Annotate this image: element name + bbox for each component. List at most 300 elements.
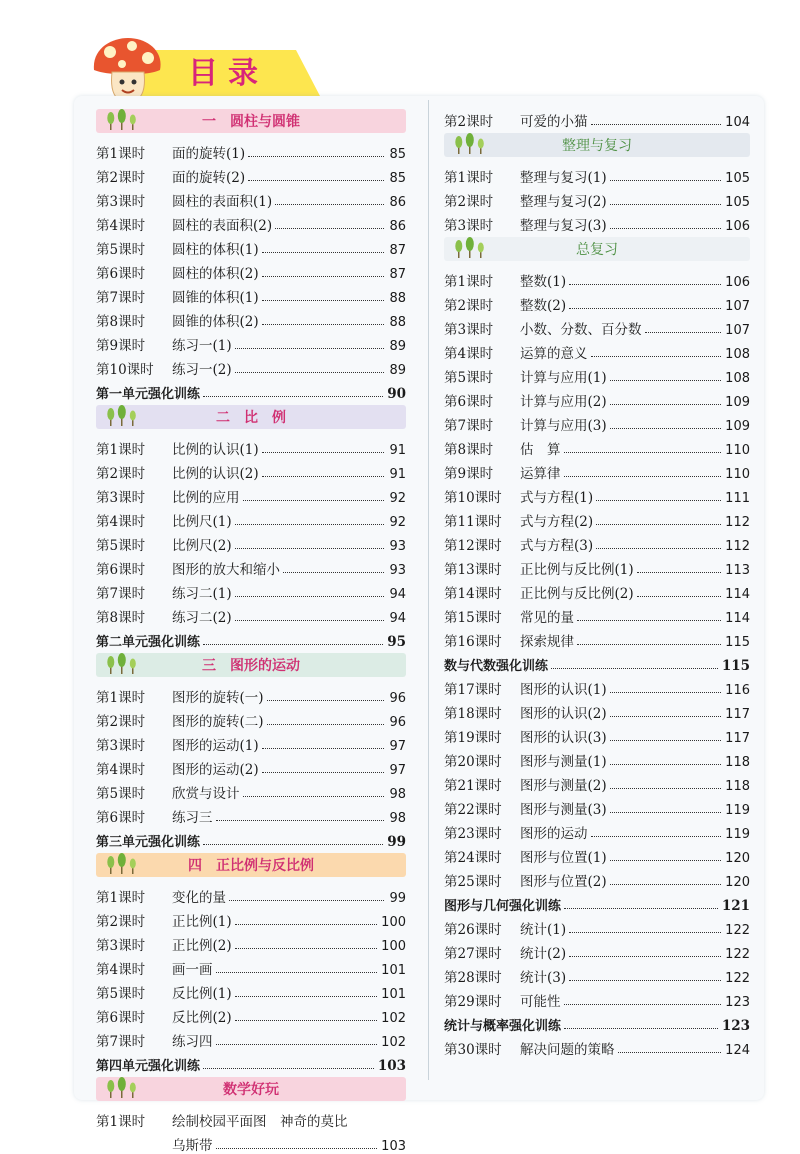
toc-entry[interactable]	[96, 506, 406, 530]
toc-entry[interactable]	[444, 554, 750, 578]
toc-entry[interactable]	[444, 674, 750, 698]
leader-dots	[610, 740, 722, 741]
lesson-title: 整理与复习(3)	[520, 218, 607, 234]
toc-review-entry[interactable]	[96, 626, 406, 650]
lesson-number: 第5课时	[96, 242, 146, 258]
leader-dots	[569, 284, 721, 285]
lesson-title: 圆柱的表面积(2)	[172, 218, 273, 234]
lesson-number: 第7课时	[444, 418, 494, 434]
lesson-number: 第20课时	[444, 754, 502, 770]
lesson-number: 第2课时	[444, 114, 494, 130]
lesson-number: 第29课时	[444, 994, 502, 1010]
leader-dots	[610, 692, 722, 693]
page-number: 96	[389, 715, 406, 730]
leader-dots	[551, 668, 718, 669]
toc-entry[interactable]	[96, 706, 406, 730]
lesson-title: 变化的量	[172, 890, 226, 906]
leader-dots	[216, 1148, 378, 1149]
leader-dots	[275, 204, 384, 205]
lesson-title: 可爱的小猫	[520, 114, 588, 130]
page-number: 122	[725, 971, 750, 986]
page-number: 106	[725, 219, 750, 234]
lesson-number: 第2课时	[96, 466, 146, 482]
unit-header	[96, 653, 406, 677]
toc-entry[interactable]	[96, 954, 406, 978]
toc-entry-continuation[interactable]	[96, 1130, 406, 1154]
page-number: 100	[381, 915, 406, 930]
lesson-number: 第7课时	[96, 586, 146, 602]
leader-dots	[610, 380, 722, 381]
unit-title: 数学好玩	[223, 1082, 279, 1098]
page-number: 97	[389, 763, 406, 778]
toc-entry[interactable]	[96, 602, 406, 626]
lesson-title: 统计(3)	[520, 970, 567, 986]
page-number: 87	[389, 243, 406, 258]
lesson-number: 第3课时	[96, 738, 146, 754]
page-number: 85	[389, 171, 406, 186]
page-number: 123	[725, 995, 750, 1010]
toc-right-column	[444, 106, 750, 1058]
toc-review-entry[interactable]	[444, 1010, 750, 1034]
page-number: 117	[725, 731, 750, 746]
toc-entry[interactable]	[444, 362, 750, 386]
review-title: 第四单元强化训练	[96, 1059, 201, 1074]
page-number: 110	[725, 467, 750, 482]
lesson-number: 第10课时	[444, 490, 502, 506]
lesson-title: 探索规律	[520, 634, 574, 650]
page-number: 96	[389, 691, 406, 706]
lesson-title: 练习一(2)	[172, 362, 232, 378]
page-number: 114	[725, 587, 750, 602]
toc-entry[interactable]	[96, 730, 406, 754]
leader-dots	[596, 524, 721, 525]
lesson-number: 第25课时	[444, 874, 502, 890]
unit-header	[96, 853, 406, 877]
lesson-title: 圆柱的体积(2)	[172, 266, 259, 282]
trees-icon	[452, 133, 490, 155]
toc-entry[interactable]	[96, 1002, 406, 1026]
toc-entry[interactable]	[444, 458, 750, 482]
leader-dots	[248, 156, 384, 157]
trees-icon	[104, 853, 142, 875]
lesson-number: 第27课时	[444, 946, 502, 962]
lesson-number: 第1课时	[96, 442, 146, 458]
page-number: 119	[725, 827, 750, 842]
lesson-title: 图形的旋转(二)	[172, 714, 264, 730]
unit-title: 四 正比例与反比例	[188, 858, 314, 874]
toc-entry[interactable]	[444, 914, 750, 938]
toc-entry[interactable]	[96, 482, 406, 506]
unit-header	[444, 237, 750, 261]
leader-dots	[577, 620, 721, 621]
leader-dots	[569, 980, 721, 981]
leader-dots	[235, 372, 384, 373]
leader-dots	[235, 948, 378, 949]
lesson-title: 图形的认识(3)	[520, 730, 607, 746]
lesson-title: 圆锥的体积(1)	[172, 290, 259, 306]
page-number: 107	[725, 323, 750, 338]
leader-dots	[262, 452, 384, 453]
toc-entry[interactable]	[444, 746, 750, 770]
toc-entry[interactable]	[96, 802, 406, 826]
lesson-title: 统计(2)	[520, 946, 567, 962]
toc-entry[interactable]	[444, 698, 750, 722]
lesson-number: 第6课时	[96, 810, 146, 826]
toc-entry[interactable]	[444, 794, 750, 818]
toc-entry[interactable]	[444, 530, 750, 554]
unit-title: 二 比 例	[216, 410, 286, 426]
trees-icon	[104, 109, 142, 131]
page-number: 86	[389, 219, 406, 234]
page-number: 101	[381, 963, 406, 978]
toc-entry[interactable]	[444, 210, 750, 234]
lesson-number: 第15课时	[444, 610, 502, 626]
page-number: 100	[381, 939, 406, 954]
page-number: 98	[389, 787, 406, 802]
lesson-number: 第9课时	[444, 466, 494, 482]
lesson-number: 第28课时	[444, 970, 502, 986]
lesson-number: 第13课时	[444, 562, 502, 578]
review-title: 第二单元强化训练	[96, 635, 201, 650]
page-number: 108	[725, 371, 750, 386]
page-number: 89	[389, 339, 406, 354]
lesson-title: 正比例与反比例(2)	[520, 586, 634, 602]
lesson-number: 第1课时	[96, 690, 146, 706]
lesson-number: 第3课时	[444, 322, 494, 338]
leader-dots	[596, 548, 721, 549]
lesson-title: 练习一(1)	[172, 338, 232, 354]
review-title: 第三单元强化训练	[96, 835, 201, 850]
leader-dots	[283, 572, 384, 573]
toc-entry[interactable]	[444, 1034, 750, 1058]
toc-review-entry[interactable]	[96, 378, 406, 402]
page-number: 89	[389, 363, 406, 378]
lesson-number: 第4课时	[96, 762, 146, 778]
trees-icon	[104, 405, 142, 427]
page-number: 122	[725, 947, 750, 962]
toc-entry[interactable]	[96, 906, 406, 930]
page-title: 目录	[188, 56, 268, 91]
lesson-title: 圆锥的体积(2)	[172, 314, 259, 330]
lesson-number: 第2课时	[444, 298, 494, 314]
toc-entry[interactable]	[444, 314, 750, 338]
toc-entry[interactable]	[444, 386, 750, 410]
leader-dots	[203, 844, 383, 845]
toc-entry[interactable]	[444, 578, 750, 602]
page-number: 98	[389, 811, 406, 826]
review-title: 图形与几何强化训练	[444, 899, 562, 914]
page-number: 91	[389, 443, 406, 458]
page-number: 94	[389, 587, 406, 602]
lesson-title: 圆柱的表面积(1)	[172, 194, 273, 210]
leader-dots	[229, 900, 384, 901]
lesson-title: 统计(1)	[520, 922, 567, 938]
unit-title: 一 圆柱与圆锥	[202, 114, 300, 130]
page-number: 99	[387, 834, 406, 850]
page-number: 88	[389, 315, 406, 330]
lesson-title: 图形与位置(1)	[520, 850, 607, 866]
page-number: 99	[389, 891, 406, 906]
unit-title: 整理与复习	[562, 138, 632, 154]
page-number: 90	[387, 386, 406, 402]
lesson-title: 比例的认识(2)	[172, 466, 259, 482]
lesson-title: 圆柱的体积(1)	[172, 242, 259, 258]
lesson-number: 第6课时	[444, 394, 494, 410]
toc-entry[interactable]	[96, 258, 406, 282]
leader-dots	[564, 1004, 722, 1005]
lesson-number: 第1课时	[96, 1114, 146, 1130]
lesson-title: 图形的放大和缩小	[172, 562, 280, 578]
toc-review-entry[interactable]	[96, 1050, 406, 1074]
toc-entry[interactable]	[444, 338, 750, 362]
lesson-title: 面的旋转(1)	[172, 146, 246, 162]
lesson-title: 式与方程(1)	[520, 490, 594, 506]
page-number: 118	[725, 779, 750, 794]
page-number: 113	[725, 563, 750, 578]
lesson-title: 图形的运动	[520, 826, 588, 842]
leader-dots	[564, 1028, 718, 1029]
review-title: 第一单元强化训练	[96, 387, 201, 402]
leader-dots	[610, 716, 722, 717]
toc-entry[interactable]	[96, 578, 406, 602]
toc-entry[interactable]	[444, 186, 750, 210]
toc-entry[interactable]	[444, 434, 750, 458]
lesson-number: 第8课时	[96, 314, 146, 330]
toc-entry[interactable]	[96, 778, 406, 802]
toc-review-entry[interactable]	[444, 650, 750, 674]
leader-dots	[262, 772, 384, 773]
toc-entry[interactable]	[444, 266, 750, 290]
leader-dots	[267, 724, 384, 725]
leader-dots	[610, 884, 722, 885]
leader-dots	[610, 860, 722, 861]
toc-entry[interactable]	[444, 818, 750, 842]
leader-dots	[591, 356, 722, 357]
toc-entry[interactable]	[444, 626, 750, 650]
toc-entry[interactable]	[96, 530, 406, 554]
toc-entry[interactable]	[444, 962, 750, 986]
page-number: 94	[389, 611, 406, 626]
toc-entry[interactable]	[444, 506, 750, 530]
lesson-number: 第4课时	[96, 218, 146, 234]
toc-entry[interactable]	[96, 1106, 406, 1130]
unit-title: 三 图形的运动	[202, 658, 300, 674]
page-number: 103	[377, 1058, 406, 1074]
page-number: 106	[725, 275, 750, 290]
lesson-title: 反比例(1)	[172, 986, 232, 1002]
toc-entry[interactable]	[96, 282, 406, 306]
lesson-title-continued: 乌斯带	[172, 1138, 213, 1154]
lesson-title: 练习二(1)	[172, 586, 232, 602]
lesson-title: 解决问题的策略	[520, 1042, 615, 1058]
lesson-number: 第6课时	[96, 266, 146, 282]
lesson-number: 第21课时	[444, 778, 502, 794]
lesson-number: 第17课时	[444, 682, 502, 698]
page-number: 115	[725, 635, 750, 650]
lesson-title: 图形与测量(1)	[520, 754, 607, 770]
trees-icon	[104, 653, 142, 675]
toc-entry[interactable]	[96, 210, 406, 234]
leader-dots	[262, 252, 384, 253]
toc-entry[interactable]	[96, 754, 406, 778]
page-number: 119	[725, 803, 750, 818]
lesson-number: 第22课时	[444, 802, 502, 818]
page-number: 92	[389, 515, 406, 530]
lesson-number: 第4课时	[96, 514, 146, 530]
lesson-number: 第18课时	[444, 706, 502, 722]
leader-dots	[262, 748, 384, 749]
toc-entry[interactable]	[96, 554, 406, 578]
lesson-number: 第30课时	[444, 1042, 502, 1058]
lesson-title: 比例尺(2)	[172, 538, 232, 554]
toc-entry[interactable]	[96, 234, 406, 258]
lesson-title: 图形与测量(2)	[520, 778, 607, 794]
leader-dots	[235, 996, 378, 997]
toc-review-entry[interactable]	[96, 826, 406, 850]
unit-title: 总复习	[576, 242, 618, 258]
toc-entry[interactable]	[96, 138, 406, 162]
leader-dots	[610, 764, 722, 765]
toc-entry[interactable]	[96, 458, 406, 482]
toc-entry[interactable]	[444, 290, 750, 314]
review-title: 统计与概率强化训练	[444, 1019, 562, 1034]
toc-entry[interactable]	[444, 722, 750, 746]
toc-entry[interactable]	[96, 882, 406, 906]
toc-entry[interactable]	[96, 682, 406, 706]
toc-entry[interactable]	[96, 930, 406, 954]
toc-entry[interactable]	[96, 186, 406, 210]
page-number: 91	[389, 467, 406, 482]
toc-entry[interactable]	[444, 162, 750, 186]
lesson-number: 第16课时	[444, 634, 502, 650]
lesson-number: 第11课时	[444, 514, 502, 530]
leader-dots	[235, 596, 384, 597]
toc-entry[interactable]	[444, 866, 750, 890]
lesson-number: 第7课时	[96, 290, 146, 306]
page-number: 102	[381, 1035, 406, 1050]
page-number: 118	[725, 755, 750, 770]
lesson-number: 第19课时	[444, 730, 502, 746]
leader-dots	[596, 500, 721, 501]
leader-dots	[610, 180, 722, 181]
page-number: 112	[725, 515, 750, 530]
leader-dots	[235, 620, 384, 621]
leader-dots	[564, 908, 718, 909]
lesson-title: 图形与位置(2)	[520, 874, 607, 890]
page-number: 116	[725, 683, 750, 698]
lesson-title: 式与方程(2)	[520, 514, 594, 530]
lesson-number: 第5课时	[96, 786, 146, 802]
leader-dots	[610, 404, 722, 405]
lesson-title: 整理与复习(2)	[520, 194, 607, 210]
lesson-title: 式与方程(3)	[520, 538, 594, 554]
toc-entry[interactable]	[444, 602, 750, 626]
leader-dots	[591, 124, 722, 125]
lesson-number: 第1课时	[444, 170, 494, 186]
lesson-title: 图形的认识(1)	[520, 682, 607, 698]
leader-dots	[637, 572, 722, 573]
lesson-title: 整理与复习(1)	[520, 170, 607, 186]
toc-entry[interactable]	[96, 162, 406, 186]
lesson-number: 第3课时	[96, 490, 146, 506]
lesson-number: 第8课时	[96, 610, 146, 626]
leader-dots	[203, 1068, 374, 1069]
leader-dots	[262, 300, 384, 301]
leader-dots	[610, 228, 722, 229]
lesson-title: 图形的旋转(一)	[172, 690, 264, 706]
toc-entry[interactable]	[96, 306, 406, 330]
toc-entry[interactable]	[444, 770, 750, 794]
lesson-number: 第4课时	[444, 346, 494, 362]
unit-header	[96, 109, 406, 133]
toc-entry[interactable]	[444, 842, 750, 866]
page-number: 114	[725, 611, 750, 626]
page-number: 102	[381, 1011, 406, 1026]
lesson-number: 第24课时	[444, 850, 502, 866]
review-title: 数与代数强化训练	[444, 659, 549, 674]
leader-dots	[275, 228, 384, 229]
toc-entry[interactable]	[96, 978, 406, 1002]
leader-dots	[569, 308, 721, 309]
lesson-title: 比例尺(1)	[172, 514, 232, 530]
page-number: 87	[389, 267, 406, 282]
leader-dots	[267, 700, 384, 701]
page-number: 115	[721, 658, 750, 674]
toc-entry[interactable]	[96, 354, 406, 378]
lesson-title: 计算与应用(2)	[520, 394, 607, 410]
lesson-number: 第14课时	[444, 586, 502, 602]
lesson-number: 第26课时	[444, 922, 502, 938]
toc-entry[interactable]	[444, 106, 750, 130]
lesson-title: 图形与测量(3)	[520, 802, 607, 818]
toc-entry[interactable]	[444, 482, 750, 506]
leader-dots	[235, 524, 384, 525]
lesson-title: 整数(2)	[520, 298, 567, 314]
lesson-title: 画一画	[172, 962, 213, 978]
lesson-number: 第2课时	[96, 914, 146, 930]
lesson-number: 第2课时	[96, 714, 146, 730]
toc-entry[interactable]	[444, 938, 750, 962]
page-number: 107	[725, 299, 750, 314]
page-number: 124	[725, 1043, 750, 1058]
toc-entry[interactable]	[96, 434, 406, 458]
lesson-number: 第4课时	[96, 962, 146, 978]
toc-entry[interactable]	[96, 330, 406, 354]
leader-dots	[216, 1044, 378, 1045]
lesson-number: 第5课时	[96, 986, 146, 1002]
toc-entry[interactable]	[96, 1026, 406, 1050]
toc-entry[interactable]	[444, 986, 750, 1010]
leader-dots	[262, 324, 384, 325]
unit-header	[96, 405, 406, 429]
leader-dots	[610, 428, 722, 429]
unit-header	[96, 1077, 406, 1101]
toc-entry[interactable]	[444, 410, 750, 434]
page-number: 108	[725, 347, 750, 362]
page-number: 112	[725, 539, 750, 554]
lesson-number: 第10课时	[96, 362, 154, 378]
toc-review-entry[interactable]	[444, 890, 750, 914]
lesson-number: 第2课时	[444, 194, 494, 210]
page-number: 103	[381, 1139, 406, 1154]
page-number: 123	[721, 1018, 750, 1034]
lesson-title: 估 算	[520, 442, 561, 458]
page-number: 93	[389, 563, 406, 578]
lesson-title: 图形的运动(1)	[172, 738, 259, 754]
lesson-title: 图形的运动(2)	[172, 762, 259, 778]
lesson-title: 欣赏与设计	[172, 786, 240, 802]
leader-dots	[610, 812, 722, 813]
